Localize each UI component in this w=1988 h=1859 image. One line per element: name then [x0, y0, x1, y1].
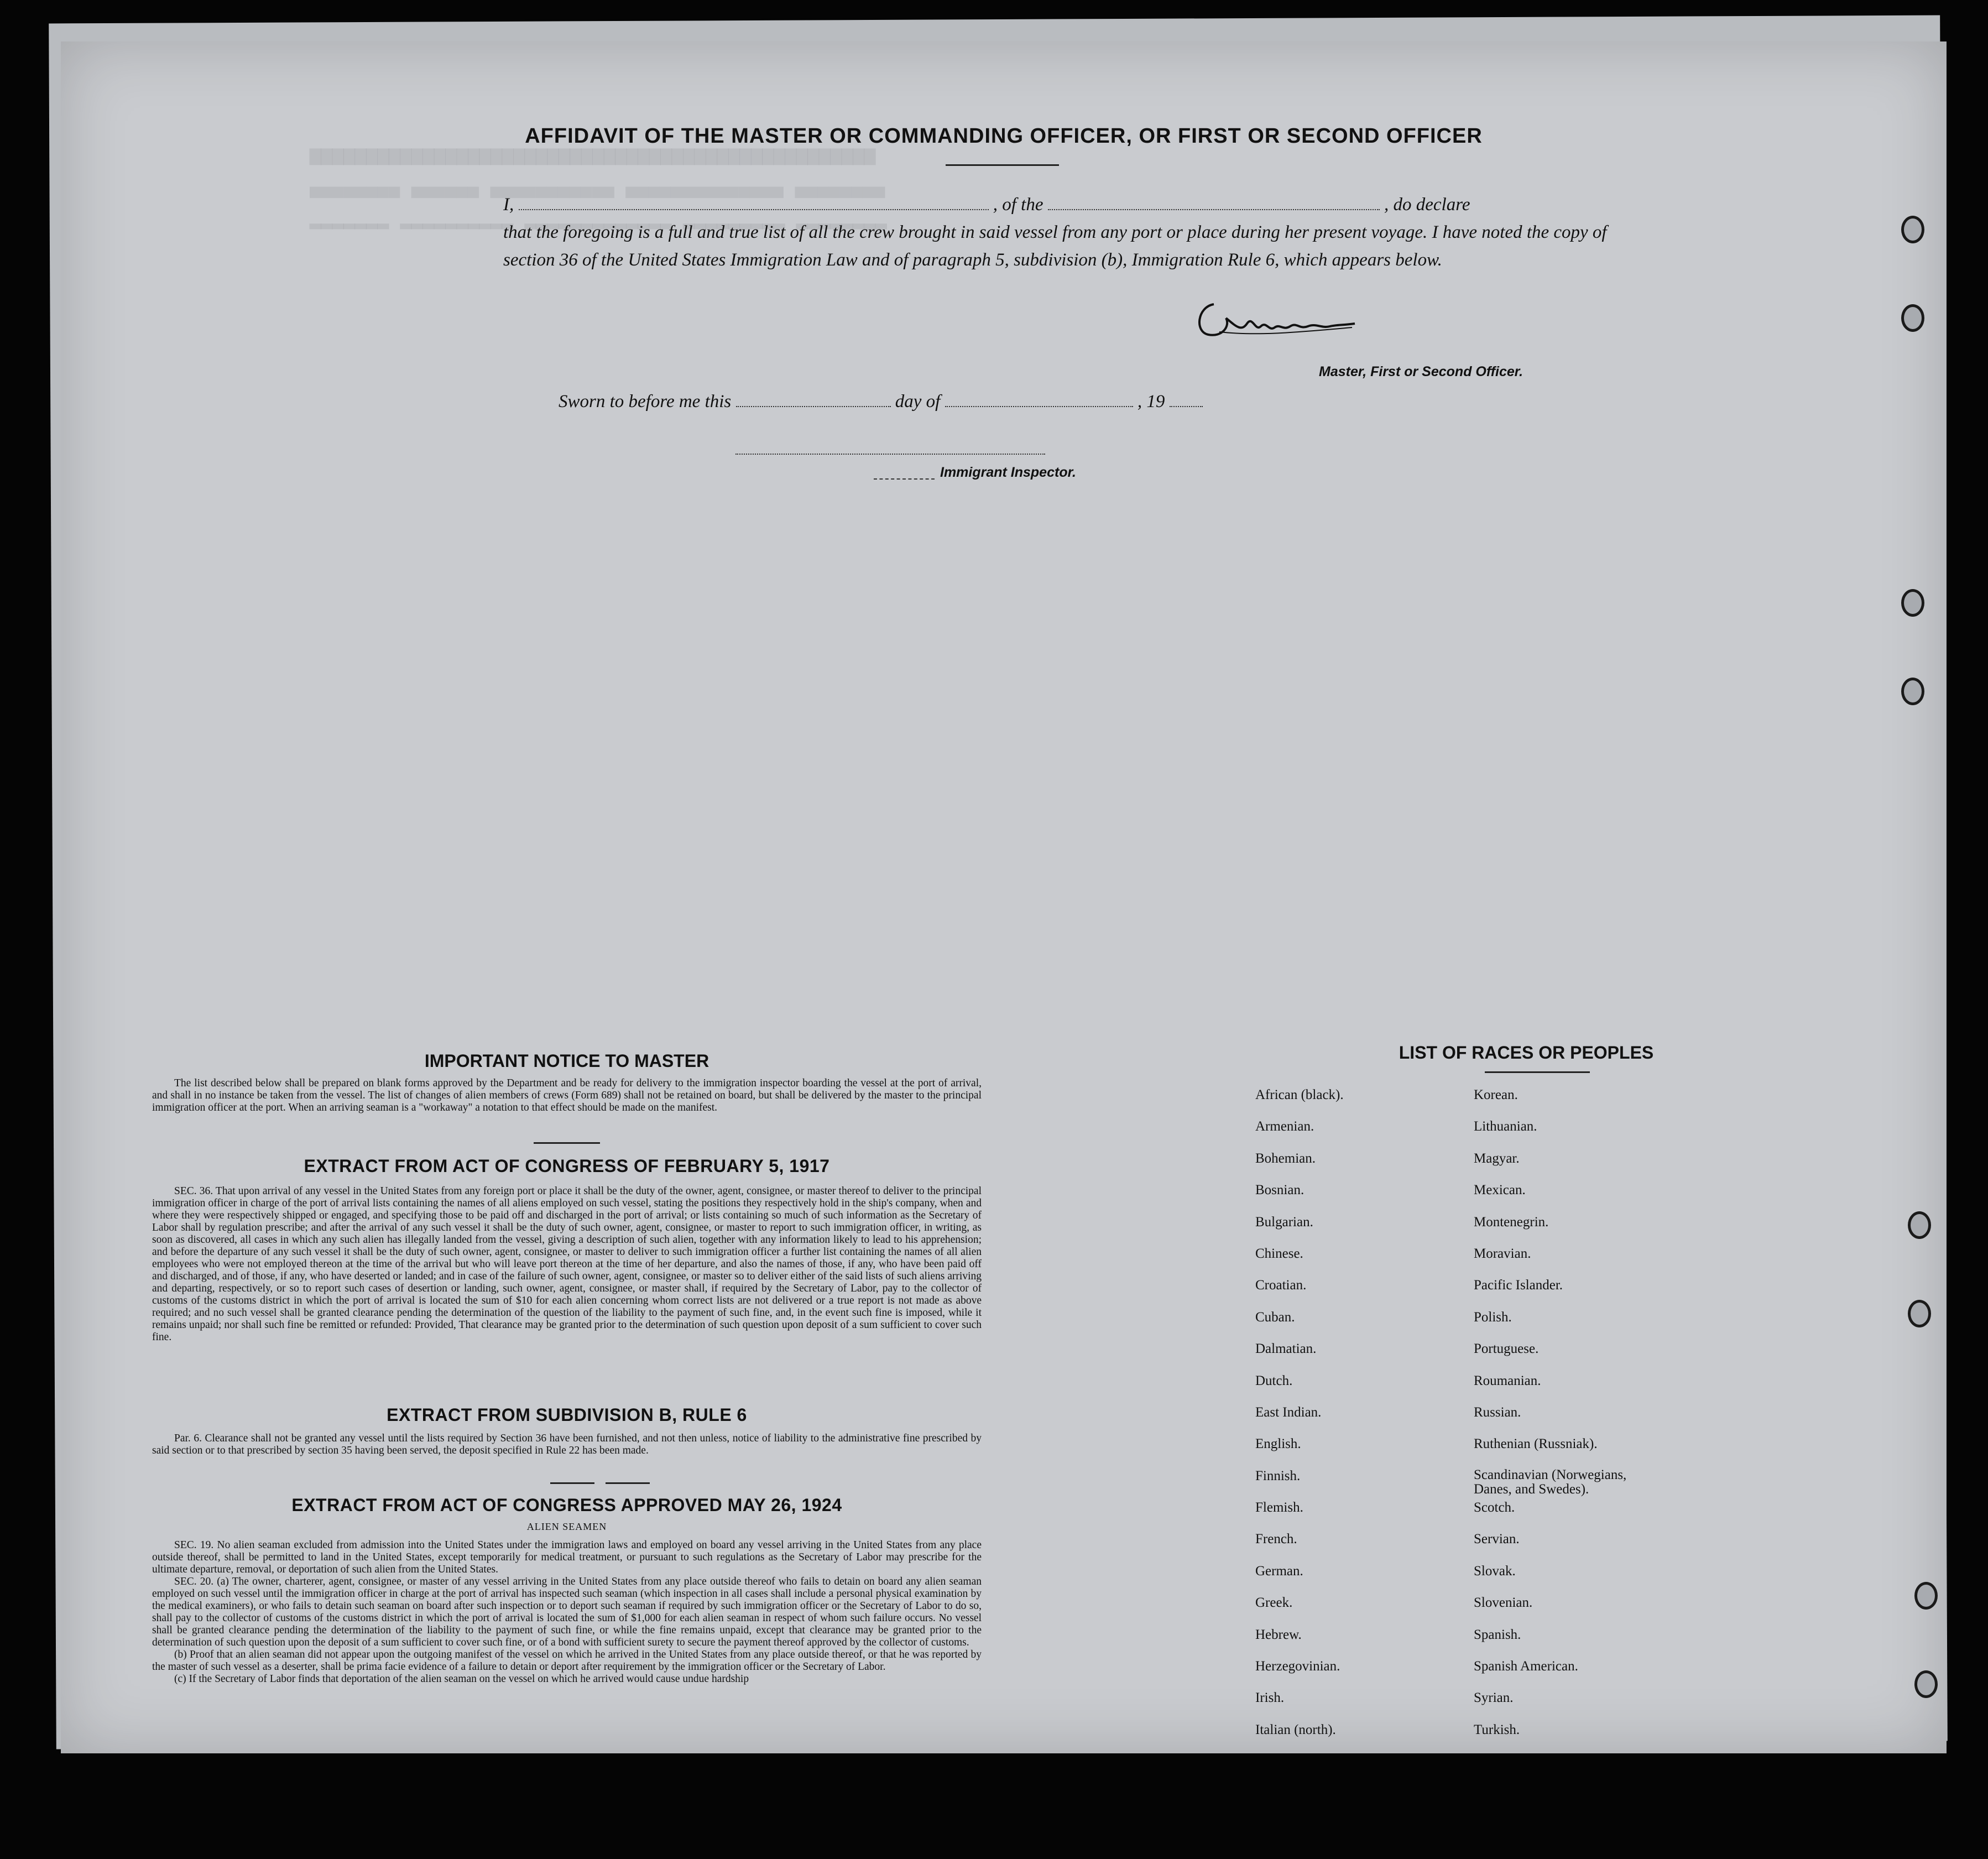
race-item: Lithuanian.	[1474, 1119, 1537, 1134]
inspector-label: Immigrant Inspector.	[940, 465, 1076, 480]
race-item: Polish.	[1474, 1309, 1512, 1325]
affidavit-text	[503, 191, 1620, 274]
affidavit-do-declare: , do declare	[1384, 195, 1470, 215]
race-item: German.	[1255, 1563, 1303, 1579]
extract-1924-title: EXTRACT FROM ACT OF CONGRESS APPROVED MAY 26, 1924	[291, 1495, 842, 1515]
race-item: Moravian.	[1474, 1246, 1531, 1261]
binder-hole-8	[1914, 1670, 1938, 1698]
race-item: Flemish.	[1255, 1500, 1303, 1516]
race-item: Herzegovinian.	[1255, 1659, 1340, 1674]
sworn-prefix: Sworn to before me this	[559, 392, 732, 412]
affidavit-declaration-line	[503, 191, 1620, 218]
vessel-blank[interactable]	[1048, 195, 1380, 210]
affidavit-of-the: , of the	[993, 195, 1043, 215]
extract-1924-sec19: SEC. 19. No alien seaman excluded from admission into the United States under the immigration laws and employed on board any vessel arriving in the United States from any place outside thereof, shall be permitted to land in the United States, except temporarily for medical treatment, or pursuant to such regulations as the Secretary of Labor may prescribe for the ultimate departure, removal, or deportation of such alien from the United States.	[152, 1539, 982, 1575]
race-item: English.	[1255, 1436, 1301, 1452]
race-item: Finnish.	[1255, 1468, 1301, 1483]
affidavit-i: I,	[503, 195, 514, 215]
extract-1924-text	[152, 1539, 982, 1753]
race-item: Spanish American.	[1474, 1659, 1578, 1674]
document-page	[61, 41, 1947, 1753]
race-item: East Indian.	[1255, 1404, 1322, 1420]
sworn-line	[559, 392, 1203, 412]
race-item: Scandinavian (Norwegians, Danes, and Swedes).	[1474, 1467, 1627, 1497]
bleed-through-texture: ▆▆▆▆▆▆▆▆▆▆▆▆▆▆▆▆▆▆▆▆▆▆▆▆▆▆▆▆▆▆▆▆▆▆▆▆▆▆▆▆▆▆▆▆▆▆▆▆▆▆ ▄▄▄▄▄▄▄▄ ▄▄▄▄▄▄ ▄▄▄▄▄▄▄▄▄▄▄ ▄▄▄▄▄▄▄▄▄▄▄▄▄▄ ▄▄▄▄▄▄▄▄ ▂▂▂▂▂▂▂ ▂▂▂▂▂▂▂▂▂▂ ▂▂▂▂▂▂▂▂▂▂▂▂▂ ▂▂▂▂▂▂▂▂▂ ▂▂▂▂▂▂▂▂	[310, 145, 887, 231]
race-item: African (black).	[1255, 1087, 1344, 1102]
binder-hole-7	[1914, 1582, 1938, 1610]
race-item: Roumanian.	[1474, 1373, 1541, 1388]
extract-1924-subtitle: ALIEN SEAMEN	[526, 1521, 607, 1532]
extract-1917-text	[152, 1185, 982, 1344]
race-item: Chinese.	[1255, 1246, 1303, 1261]
race-item: Italian (north).	[1255, 1722, 1336, 1737]
extract-1924-sec20c: (c) If the Secretary of Labor finds that deportation of the alien seaman on the vessel on which he arrived would cause undue hardship	[174, 1673, 749, 1685]
extract-1924-sec20a: SEC. 20. (a) The owner, charterer, agent, consignee, or master of any vessel arriving in the United States from any place outside thereof who fails to detain on board any alien seaman employed on such vessel until the immigration officer in charge at the port of arrival has inspected such seaman (which inspection in all cases shall include a personal physical examination by the medical examiners), or who fails to detain such seaman on board after such inspection or to deport such seaman if required by such immigration officer or the Secretary of Labor to do so, shall pay to the collector of customs of the customs district in which the port of arrival is located the sum of $1,000 for each alien seaman in respect of whom such failure occurs. No vessel shall be granted clearance pending the determination of the liability to the payment of such fine, or while the fine remains unpaid, except that clearance may be granted prior to the determination of such question upon the deposit of a sum sufficient to cover such fine, or of a bond with sufficient surety to secure the payment thereof approved by the collector of customs.	[152, 1576, 982, 1648]
races-left-column	[1255, 1087, 1476, 1753]
affidavit-title-rule	[946, 164, 1059, 166]
signature-label: Master, First or Second Officer.	[1319, 364, 1523, 379]
extract-rule6-text	[152, 1433, 982, 1457]
race-item: Hebrew.	[1255, 1627, 1302, 1642]
binder-hole-3	[1901, 589, 1924, 617]
race-item: Ruthenian (Russniak).	[1474, 1436, 1598, 1452]
notice-rule	[534, 1142, 600, 1144]
notice-paragraph: The list described below shall be prepared on blank forms approved by the Department and be ready for delivery to the immigration inspector boarding the vessel at the port of arrival, and shall in no instance be taken from the vessel. The list of changes of alien members of crews (Form 689) shall not be retained on board, but shall be delivered by the master to the principal immigration officer at the port. When an arriving seaman is a "workaway" a notation to that effect should be made on the manifest.	[152, 1077, 982, 1113]
race-item: Pacific Islander.	[1474, 1278, 1563, 1293]
sworn-day-of: day of	[895, 392, 941, 412]
race-item: Cuban.	[1255, 1309, 1295, 1325]
name-blank[interactable]	[519, 195, 989, 210]
inspector-dash	[874, 478, 935, 480]
race-item: Turkish.	[1474, 1722, 1520, 1737]
race-item: Bohemian.	[1255, 1150, 1316, 1166]
inspector-signature-line[interactable]	[735, 454, 1045, 455]
binder-hole-5	[1908, 1211, 1931, 1239]
race-item: French.	[1255, 1532, 1297, 1547]
race-item: Bosnian.	[1255, 1183, 1305, 1198]
notice-title: IMPORTANT NOTICE TO MASTER	[424, 1051, 709, 1071]
races-title-rule	[1485, 1071, 1590, 1073]
race-item: Servian.	[1474, 1532, 1520, 1547]
sworn-day-blank[interactable]	[736, 392, 891, 407]
affidavit-title: AFFIDAVIT OF THE MASTER OR COMMANDING OFFICER, OR FIRST OR SECOND OFFICER	[525, 124, 1483, 148]
race-item: Russian.	[1474, 1404, 1521, 1420]
race-item: Armenian.	[1255, 1119, 1314, 1134]
race-item: Spanish.	[1474, 1627, 1521, 1642]
races-right-column	[1474, 1087, 1750, 1753]
race-item: Korean.	[1474, 1087, 1518, 1102]
race-item: Mexican.	[1474, 1183, 1526, 1198]
notice-text	[152, 1077, 982, 1114]
sworn-year: , 19	[1137, 392, 1165, 412]
race-item: Slovak.	[1474, 1563, 1516, 1579]
races-title: LIST OF RACES OR PEOPLES	[1399, 1043, 1654, 1063]
binder-hole-6	[1908, 1300, 1931, 1327]
extract-1917-title: EXTRACT FROM ACT OF CONGRESS OF FEBRUARY 5, 1917	[304, 1156, 830, 1176]
race-item: Croatian.	[1255, 1278, 1307, 1293]
extract-1924-sec20b: (b) Proof that an alien seaman did not appear upon the outgoing manifest of the vessel on which he arrived in the United States from any place outside thereof, or that he was reported by the master of such vessel as a deserter, shall be prima facie evidence of a failure to detain or deport after requirement by the immigration officer or the Secretary of Labor.	[152, 1649, 982, 1673]
rule6-divider-2	[606, 1482, 650, 1484]
race-item: Portuguese.	[1474, 1341, 1539, 1357]
sworn-year-blank[interactable]	[1170, 392, 1203, 407]
binder-hole-2	[1901, 304, 1924, 332]
extract-rule6-paragraph: Par. 6. Clearance shall not be granted any vessel until the lists required by Section 36 have been furnished, and not then unless, notice of liability to the administrative fine prescribed by said section or to that prescribed by section 35 having been served, the deposit specified in Rule 22 has been made.	[152, 1433, 982, 1456]
extract-1917-paragraph: SEC. 36. That upon arrival of any vessel in the United States from any foreign port or place it shall be the duty of the owner, agent, consignee, or master thereof to deliver to the principal immigration officer in charge of the port of arrival lists containing the names of all aliens employed on such vessel, stating the positions they respectively hold in the ship's company, when and where they were respectively shipped or engaged, and specifying those to be paid off and discharged in the port of arrival; or lists containing so much of such information as the Secretary of Labor shall by regulation prescribe; and after the arrival of any such vessel it shall be the duty of such owner, agent, consignee, or master to report to such immigration officer, in writing, as soon as discovered, all cases in which any such alien has illegally landed from the vessel, giving a description of such alien, together with any information likely to lead to his apprehension; and before the departure of any such vessel it shall be the duty of such owner, agent, consignee, or master to deliver to such immigration officer a further list containing the names of all alien employees who were not employed thereon at the time of the arrival but who will leave port thereon at the time of her departure, and also the names of those, if any, who have been paid off and discharged, and of those, if any, who have deserted or landed; and in case of the failure of such owner, agent, consignee, or master so to deliver either of the said lists of such aliens arriving and departing, respectively, or so to report such cases of desertion or landing, such owner, agent, consignee, or master shall, if required by the Secretary of Labor, pay to the collector of customs of the customs district in which the port of arrival is located the sum of $10 for each alien concerning whom correct lists are not delivered or a true report is not made as above required; and no such vessel shall be granted clearance pending the determination of the question of the liability to the payment of such fine, and, in the event such fine is imposed, while it remains unpaid; nor shall such fine be remitted or refunded: Provided, That clearance may be granted prior to the determination of such question upon deposit of a sum sufficient to cover such fine.	[152, 1185, 982, 1343]
race-item: Greek.	[1255, 1595, 1293, 1611]
binder-hole-1	[1901, 216, 1924, 243]
binder-hole-4	[1901, 678, 1924, 705]
race-item: Scotch.	[1474, 1500, 1515, 1516]
race-item: Dalmatian.	[1255, 1341, 1317, 1357]
race-item: Slovenian.	[1474, 1595, 1533, 1611]
affidavit-body: that the foregoing is a full and true list of all the crew brought in said vessel from any port or place during her present voyage. I have noted the copy of section 36 of the United States Immigration Law and of paragraph 5, subdivision (b), Immigration Rule 6, which appears below.	[503, 222, 1607, 270]
race-item: Syrian.	[1474, 1690, 1514, 1706]
race-item: Montenegrin.	[1474, 1214, 1549, 1230]
extract-rule6-title: EXTRACT FROM SUBDIVISION B, RULE 6	[387, 1405, 747, 1425]
rule6-divider	[550, 1482, 594, 1484]
race-item: Irish.	[1255, 1690, 1285, 1706]
race-item: Bulgarian.	[1255, 1214, 1313, 1230]
master-signature	[1192, 293, 1358, 348]
race-item: Dutch.	[1255, 1373, 1293, 1388]
race-item: Magyar.	[1474, 1150, 1520, 1166]
sworn-month-blank[interactable]	[945, 392, 1133, 407]
